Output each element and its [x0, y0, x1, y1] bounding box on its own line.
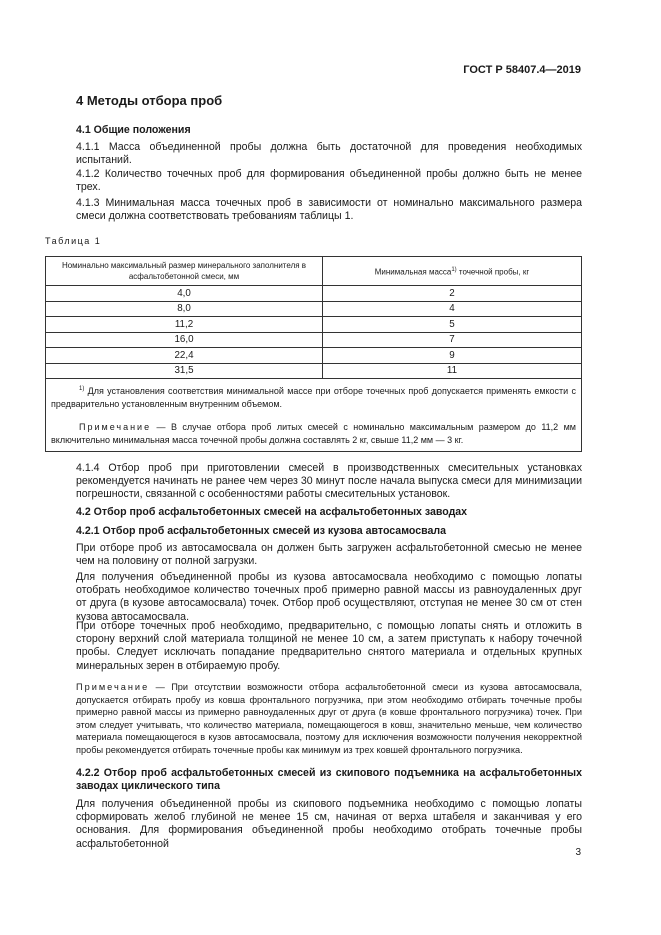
note-4-2-1: [76, 681, 582, 756]
table-cell-size: 31,5: [46, 363, 323, 379]
subsection-4-2-1-title: 4.2.1 Отбор проб асфальтобетонных смесей из кузова автосамосвала: [76, 525, 446, 537]
table-header-mass: [323, 257, 582, 286]
paragraph-4-2-2: [76, 798, 582, 851]
paragraph-4-1-2: [76, 168, 582, 194]
paragraph-4-2-1-b: [76, 571, 582, 624]
footnote-text: Для установления соответствия минимальной массе при отборе точечных проб допускается применять емкости с предварительно установленным внутренним объемом.: [51, 386, 576, 409]
table-cell-mass: 9: [323, 348, 582, 364]
paragraph-text: 4.1.3 Минимальная масса точечных проб в зависимости от номинально максимального размера смеси должна соответствовать требованиям таблицы 1.: [76, 197, 582, 223]
note-text: — В случае отбора проб литых смесей с номинально максимальным размером до 11,2 мм включительно минимальная масса точечной пробы должна составлять 2 кг, свыше 11,2 мм — 3 кг.: [51, 422, 576, 445]
table-header-row: [46, 257, 582, 286]
paragraph-text: При отборе проб из автосамосвала он должен быть загружен асфальтобетонной смесью не менее чем на половину от полной загрузки.: [76, 542, 582, 568]
paragraph-text: При отборе точечных проб необходимо, предварительно, с помощью лопаты снять и отложить в сторону верхний слой материала толщиной не менее 10 см, а затем приступать к набору точечной пробы. Следует исключать попадание предварительно снятого материала и отдельных крупных минеральных зерен в отбираемую пробу.: [76, 620, 582, 672]
table-cell-size: 8,0: [46, 301, 323, 317]
table-row: [46, 286, 582, 302]
paragraph-text: 4.1.1 Масса объединенной пробы должна быть достаточной для проведения необходимых испытаний.: [76, 141, 582, 167]
paragraph-text: Для получения объединенной пробы из скипового подъемника необходимо с помощью лопаты сформировать желоб глубиной не менее 15 см, начиная от верха штабеля и заканчивая у его основания. Для формирования объединенной пробы необходимо отобрать точечные пробы асфальтобетонной: [76, 798, 582, 850]
paragraph-4-2-1-a: [76, 542, 582, 568]
paragraph-4-1-4: [76, 462, 582, 502]
table-row: [46, 363, 582, 379]
table-cell-size: 4,0: [46, 286, 323, 302]
subsection-4-1-title: 4.1 Общие положения: [76, 124, 191, 136]
table-cell-size: 11,2: [46, 317, 323, 333]
table-cell-size: 16,0: [46, 332, 323, 348]
paragraph-text: 4.1.4 Отбор проб при приготовлении смесей в производственных смесительных установках рекомендуется начинать не ранее чем через 30 минут после начала выпуска смеси для минимизации погрешности, связанной с особенностями работы смесительных установок.: [76, 462, 582, 501]
note-label: Примечание: [79, 422, 152, 432]
table-row: [46, 301, 582, 317]
table-row: [46, 348, 582, 364]
header-mass-sup: 1): [451, 266, 457, 273]
table-notes: [46, 379, 582, 452]
footnote-mark: 1): [79, 386, 85, 392]
paragraph-text: Для получения объединенной пробы из кузова автосамосвала необходимо с помощью лопаты отобрать необходимое количество точечных проб примерно равной массы из равноудаленных друг от друга (в кузове автосамосвала) точек. Отбор проб осуществляют, отступая не менее 30 см от стен кузова автосамосвала.: [76, 571, 582, 623]
page-number: 3: [575, 847, 581, 858]
table-row: [46, 317, 582, 333]
paragraph-text: 4.1.2 Количество точечных проб для формирования объединенной пробы должно быть не менее трех.: [76, 168, 582, 194]
subsection-4-2-2-title: 4.2.2 Отбор проб асфальтобетонных смесей из скипового подъемника на асфальтобетонных заводах циклического типа: [76, 767, 582, 793]
note-text: — При отсутствии возможности отбора асфальтобетонной смеси из кузова автосамосвала, допускается отбирать пробу из ковша фронтального погрузчика, при этом необходимо отбирать точечные пробы примерно равной массы из примерно равноудаленных друг от друга (в ковше фронтального погрузчика) точек. При этом следует учитывать, что количество материала, помещающегося в ковш, значительно меньше, чем количество материала помещающегося в кузов автосамосвала, поэтому для исключения возможности получения некорректной пробы рекомендуется отбирать точечные пробы как минимум из трех ковшей фронтального погрузчика.: [76, 682, 582, 755]
table-cell-mass: 5: [323, 317, 582, 333]
table-row: [46, 332, 582, 348]
table-header-size: Номинально максимальный размер минерального заполнителя в асфальтобетонной смеси, мм: [46, 257, 323, 286]
document-id: ГОСТ Р 58407.4—2019: [463, 64, 581, 76]
table-cell-mass: 7: [323, 332, 582, 348]
header-mass-post: точечной пробы, кг: [456, 267, 530, 277]
table-cell-mass: 2: [323, 286, 582, 302]
table-cell-size: 22,4: [46, 348, 323, 364]
table-1: [45, 256, 582, 452]
table-footnote: [51, 383, 576, 411]
subsection-4-2-title: 4.2 Отбор проб асфальтобетонных смесей на асфальтобетонных заводах: [76, 506, 468, 518]
paragraph-4-1-3: [76, 197, 582, 223]
table-label: Таблица 1: [45, 236, 102, 246]
paragraph-4-2-1-c: [76, 620, 582, 673]
table-note-row: [46, 379, 582, 452]
table-cell-mass: 4: [323, 301, 582, 317]
table-note: [51, 421, 576, 447]
section-title: 4 Методы отбора проб: [76, 93, 223, 108]
note-label: Примечание: [76, 682, 150, 692]
table-cell-mass: 11: [323, 363, 582, 379]
header-mass-pre: Минимальная масса: [374, 267, 452, 277]
paragraph-4-1-1: [76, 141, 582, 167]
